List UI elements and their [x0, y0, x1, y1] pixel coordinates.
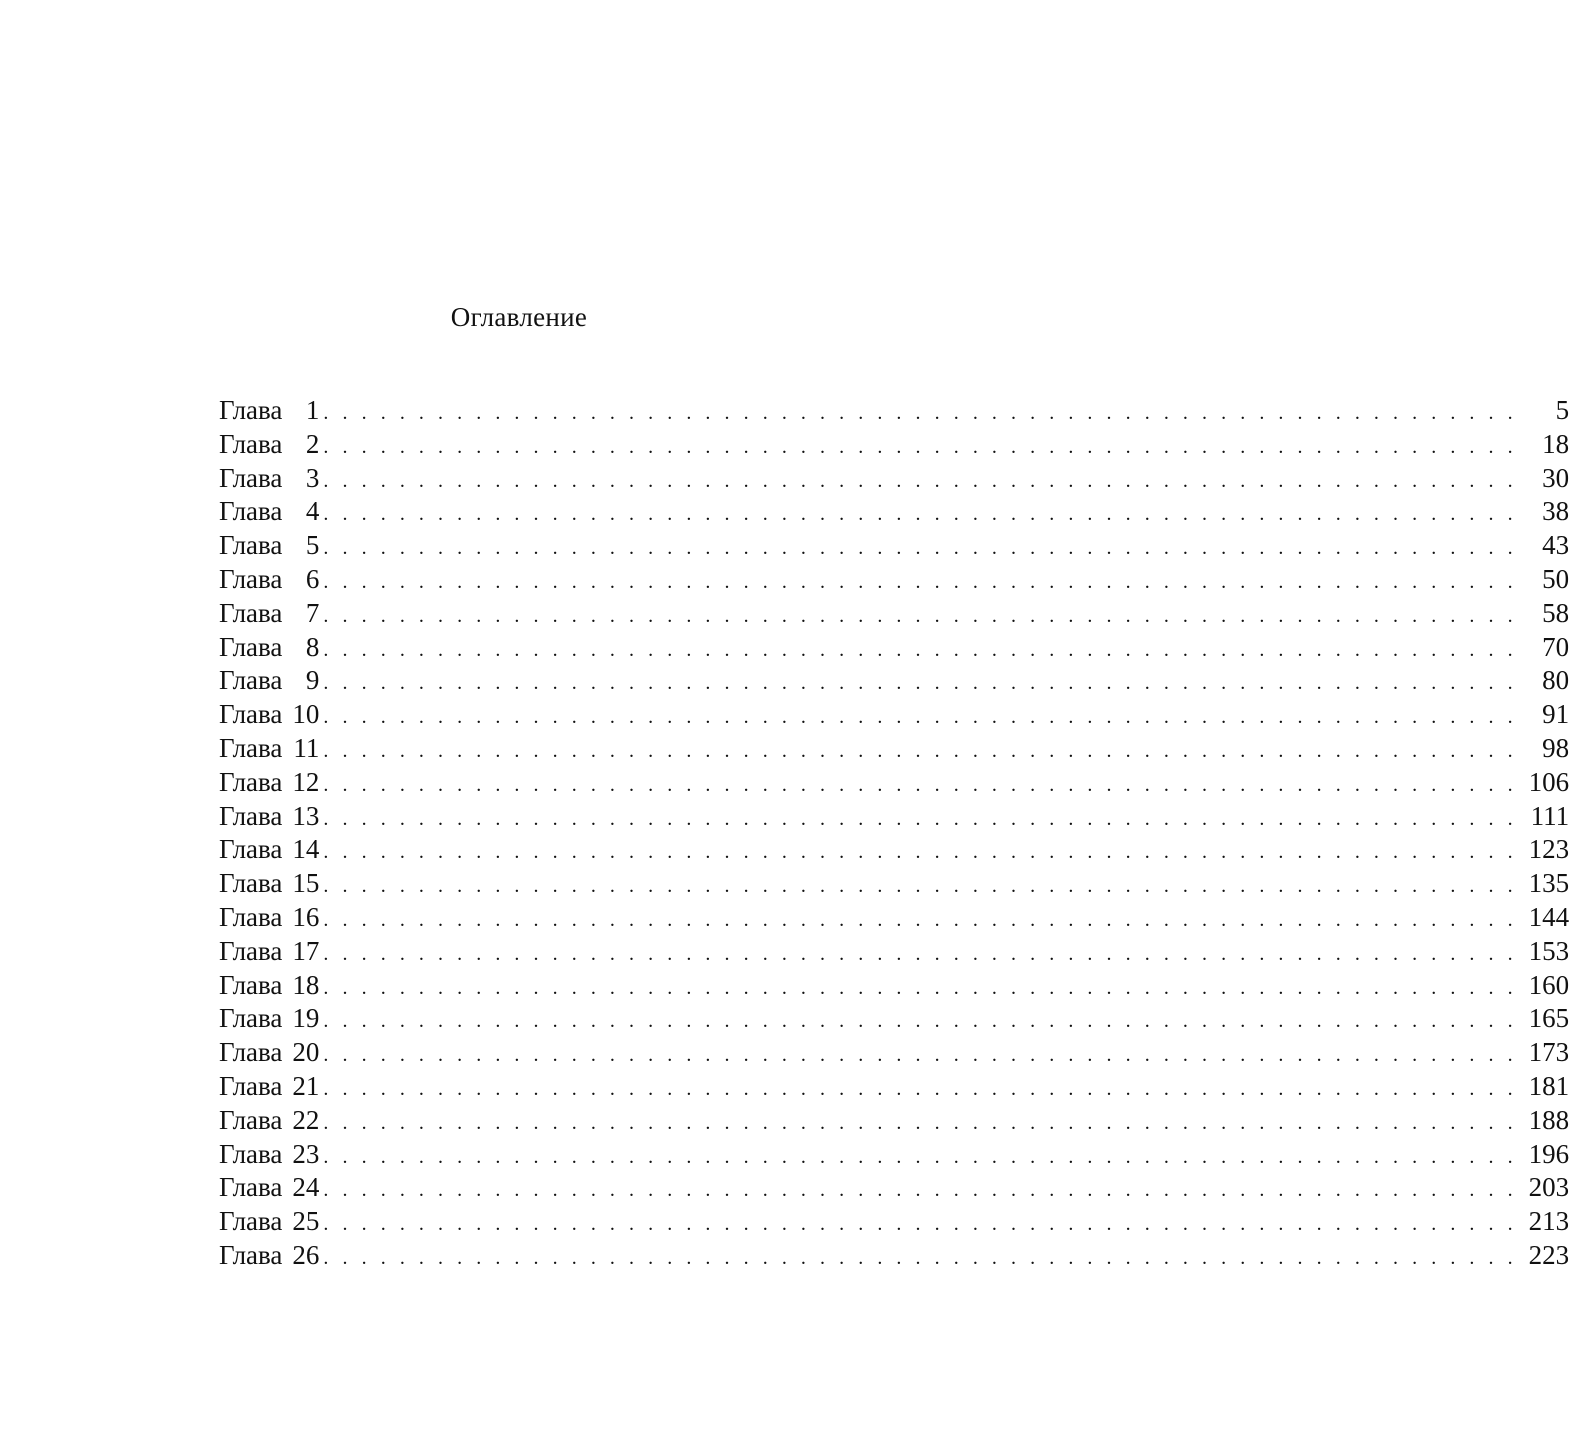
- page-number: 18: [1542, 428, 1569, 459]
- chapter-label: Глава: [219, 395, 283, 425]
- page-number: 58: [1542, 597, 1569, 628]
- chapter-label: Глава: [219, 834, 283, 865]
- toc-entry: [219, 631, 1569, 665]
- page-number: 38: [1542, 496, 1569, 527]
- toc-entry: [219, 1138, 1569, 1172]
- chapter-label: Глава: [219, 1037, 283, 1068]
- chapter-label: Глава: [219, 462, 283, 493]
- chapter-label: Глава: [219, 563, 283, 594]
- page-number: 106: [1528, 766, 1569, 797]
- chapter-number: 18: [292, 969, 320, 1000]
- chapter-label: Глава: [219, 530, 283, 561]
- toc-entry: [219, 462, 1569, 496]
- dot-leader: . . . . . . . . . . . . . . . . . . . . . . . . . . . . . . . . . . . . . . . . . . . . . . . . . . . . . . . . . . . . . . .: [323, 604, 1518, 627]
- chapter-label: Глава: [219, 1104, 283, 1135]
- toc-entry: [219, 867, 1569, 901]
- page-number: 196: [1528, 1138, 1569, 1169]
- dot-leader: . . . . . . . . . . . . . . . . . . . . . . . . . . . . . . . . . . . . . . . . . . . . . . . . . . . . . . . . . . . . . . .: [323, 638, 1518, 661]
- chapter-number: 21: [292, 1070, 320, 1101]
- chapter-number: 14: [292, 834, 320, 865]
- page-number: 50: [1542, 563, 1569, 594]
- dot-leader: . . . . . . . . . . . . . . . . . . . . . . . . . . . . . . . . . . . . . . . . . . . . . . . . . . . . . . . . . . . . . . .: [323, 1010, 1518, 1033]
- dot-leader: . . . . . . . . . . . . . . . . . . . . . . . . . . . . . . . . . . . . . . . . . . . . . . . . . . . . . . . . . . . . . . .: [323, 908, 1518, 931]
- chapter-label: Глава: [219, 1172, 283, 1203]
- chapter-number: 5: [305, 530, 320, 561]
- page-number: 153: [1528, 935, 1569, 966]
- page-number: 123: [1528, 834, 1569, 865]
- chapter-label: Глава: [219, 935, 283, 966]
- page-number: 135: [1528, 868, 1569, 899]
- chapter-number: 15: [292, 868, 320, 899]
- toc-entry: [219, 495, 1569, 529]
- dot-leader: . . . . . . . . . . . . . . . . . . . . . . . . . . . . . . . . . . . . . . . . . . . . . . . . . . . . . . . . . . . . . . .: [323, 807, 1518, 830]
- dot-leader: . . . . . . . . . . . . . . . . . . . . . . . . . . . . . . . . . . . . . . . . . . . . . . . . . . . . . . . . . . . . . . .: [323, 469, 1518, 492]
- page-number: 213: [1528, 1206, 1569, 1237]
- chapter-number: 19: [292, 1003, 320, 1034]
- chapter-label: Глава: [219, 699, 283, 730]
- dot-leader: . . . . . . . . . . . . . . . . . . . . . . . . . . . . . . . . . . . . . . . . . . . . . . . . . . . . . . . . . . . . . . .: [323, 672, 1518, 695]
- page-number: 30: [1542, 462, 1569, 493]
- chapter-number: 13: [292, 800, 320, 831]
- chapter-label: Глава: [219, 428, 283, 459]
- toc-entry: [219, 698, 1569, 732]
- dot-leader: . . . . . . . . . . . . . . . . . . . . . . . . . . . . . . . . . . . . . . . . . . . . . . . . . . . . . . . . . . . . . . .: [323, 739, 1518, 762]
- chapter-label: Глава: [219, 969, 283, 1000]
- page-number: 165: [1528, 1003, 1569, 1034]
- dot-leader: . . . . . . . . . . . . . . . . . . . . . . . . . . . . . . . . . . . . . . . . . . . . . . . . . . . . . . . . . . . . . . .: [323, 1246, 1518, 1269]
- dot-leader: . . . . . . . . . . . . . . . . . . . . . . . . . . . . . . . . . . . . . . . . . . . . . . . . . . . . . . . . . . . . . . .: [323, 773, 1518, 796]
- chapter-label: Глава: [219, 597, 283, 628]
- page-number: 160: [1528, 969, 1569, 1000]
- page-number: 91: [1542, 699, 1569, 730]
- page-number: 80: [1542, 665, 1569, 696]
- chapter-number: 20: [292, 1037, 320, 1068]
- dot-leader: . . . . . . . . . . . . . . . . . . . . . . . . . . . . . . . . . . . . . . . . . . . . . . . . . . . . . . . . . . . . . . .: [323, 1077, 1518, 1100]
- chapter-number: 24: [292, 1172, 320, 1203]
- page-number: 173: [1528, 1037, 1569, 1068]
- page-number: 111: [1530, 800, 1569, 831]
- dot-leader: . . . . . . . . . . . . . . . . . . . . . . . . . . . . . . . . . . . . . . . . . . . . . . . . . . . . . . . . . . . . . . .: [323, 875, 1518, 898]
- page-number: 223: [1528, 1239, 1569, 1270]
- chapter-number: 7: [305, 597, 320, 628]
- toc-entry: [219, 1205, 1569, 1239]
- chapter-label: Глава: [219, 1138, 283, 1169]
- toc-entry: [219, 800, 1569, 834]
- toc-entry: [219, 563, 1569, 597]
- dot-leader: . . . . . . . . . . . . . . . . . . . . . . . . . . . . . . . . . . . . . . . . . . . . . . . . . . . . . . . . . . . . . . .: [323, 435, 1518, 458]
- chapter-number: 16: [292, 901, 320, 932]
- toc-list: [219, 394, 1569, 1273]
- chapter-label: Глава: [219, 1003, 283, 1034]
- chapter-number: 17: [292, 935, 320, 966]
- chapter-label: Глава: [219, 901, 283, 932]
- toc-entry: [219, 901, 1569, 935]
- page-number: 181: [1528, 1070, 1569, 1101]
- chapter-label: Глава: [219, 1206, 283, 1237]
- toc-entry: [219, 1036, 1569, 1070]
- chapter-number: 12: [292, 766, 320, 797]
- toc-entry: [219, 935, 1569, 969]
- page-number: 144: [1528, 901, 1569, 932]
- dot-leader: . . . . . . . . . . . . . . . . . . . . . . . . . . . . . . . . . . . . . . . . . . . . . . . . . . . . . . . . . . . . . . .: [323, 706, 1518, 729]
- toc-entry: [219, 1070, 1569, 1104]
- toc-entry: [219, 1239, 1569, 1273]
- chapter-number: 9: [305, 665, 320, 696]
- toc-entry: [219, 732, 1569, 766]
- dot-leader: . . . . . . . . . . . . . . . . . . . . . . . . . . . . . . . . . . . . . . . . . . . . . . . . . . . . . . . . . . . . . . .: [323, 503, 1518, 526]
- dot-leader: . . . . . . . . . . . . . . . . . . . . . . . . . . . . . . . . . . . . . . . . . . . . . . . . . . . . . . . . . . . . . . .: [323, 1179, 1518, 1202]
- chapter-number: 25: [292, 1206, 320, 1237]
- chapter-number: 4: [305, 496, 320, 527]
- chapter-number: 8: [305, 631, 320, 662]
- dot-leader: . . . . . . . . . . . . . . . . . . . . . . . . . . . . . . . . . . . . . . . . . . . . . . . . . . . . . . . . . . . . . . .: [323, 1044, 1518, 1067]
- chapter-label: Глава: [219, 800, 283, 831]
- chapter-label: Глава: [219, 868, 283, 899]
- chapter-number: 3: [305, 462, 320, 493]
- chapter-number: 26: [292, 1239, 320, 1270]
- chapter-number: 2: [305, 428, 320, 459]
- chapter-number: 6: [305, 563, 320, 594]
- toc-entry: [219, 969, 1569, 1003]
- toc-entry: [219, 664, 1569, 698]
- page-number: 188: [1528, 1104, 1569, 1135]
- chapter-number: 10: [292, 699, 320, 730]
- dot-leader: . . . . . . . . . . . . . . . . . . . . . . . . . . . . . . . . . . . . . . . . . . . . . . . . . . . . . . . . . . . . . . .: [323, 942, 1518, 965]
- dot-leader: . . . . . . . . . . . . . . . . . . . . . . . . . . . . . . . . . . . . . . . . . . . . . . . . . . . . . . . . . . . . . . .: [323, 1145, 1518, 1168]
- page-number: 203: [1528, 1172, 1569, 1203]
- toc-entry: [219, 1104, 1569, 1138]
- toc-entry: [219, 1171, 1569, 1205]
- dot-leader: . . . . . . . . . . . . . . . . . . . . . . . . . . . . . . . . . . . . . . . . . . . . . . . . . . . . . . . . . . . . . . .: [323, 570, 1518, 593]
- chapter-label: Глава: [219, 631, 283, 662]
- toc-entry: [219, 394, 1569, 428]
- toc-entry: [219, 428, 1569, 462]
- chapter-number: 11: [293, 732, 320, 763]
- dot-leader: . . . . . . . . . . . . . . . . . . . . . . . . . . . . . . . . . . . . . . . . . . . . . . . . . . . . . . . . . . . . . . .: [323, 1111, 1518, 1134]
- page-number: 98: [1542, 732, 1569, 763]
- chapter-label: Глава: [219, 496, 283, 527]
- chapter-number: 22: [292, 1104, 320, 1135]
- toc-entry: [219, 1002, 1569, 1036]
- dot-leader: . . . . . . . . . . . . . . . . . . . . . . . . . . . . . . . . . . . . . . . . . . . . . . . . . . . . . . . . . . . . . . .: [323, 841, 1518, 864]
- dot-leader: . . . . . . . . . . . . . . . . . . . . . . . . . . . . . . . . . . . . . . . . . . . . . . . . . . . . . . . . . . . . . . .: [323, 537, 1518, 560]
- dot-leader: . . . . . . . . . . . . . . . . . . . . . . . . . . . . . . . . . . . . . . . . . . . . . . . . . . . . . . . . . . . . . . .: [323, 1213, 1518, 1236]
- chapter-label: Глава: [219, 665, 283, 696]
- dot-leader: . . . . . . . . . . . . . . . . . . . . . . . . . . . . . . . . . . . . . . . . . . . . . . . . . . . . . . . . . . . . . . .: [323, 976, 1518, 999]
- page-number: 43: [1542, 530, 1569, 561]
- dot-leader: . . . . . . . . . . . . . . . . . . . . . . . . . . . . . . . . . . . . . . . . . . . . . . . . . . . . . . . . . . . . . . .: [323, 402, 1518, 424]
- toc-entry: [219, 833, 1569, 867]
- page-number: 5: [1555, 395, 1569, 425]
- chapter-label: Глава: [219, 1070, 283, 1101]
- toc-title: Оглавление: [450, 302, 588, 332]
- page-number: 70: [1542, 631, 1569, 662]
- toc-entry: [219, 766, 1569, 800]
- toc-entry: [219, 529, 1569, 563]
- chapter-number: 23: [292, 1138, 320, 1169]
- chapter-number: 1: [305, 395, 320, 425]
- chapter-label: Глава: [219, 1239, 283, 1270]
- chapter-label: Глава: [219, 732, 283, 763]
- toc-entry: [219, 597, 1569, 631]
- chapter-label: Глава: [219, 766, 283, 797]
